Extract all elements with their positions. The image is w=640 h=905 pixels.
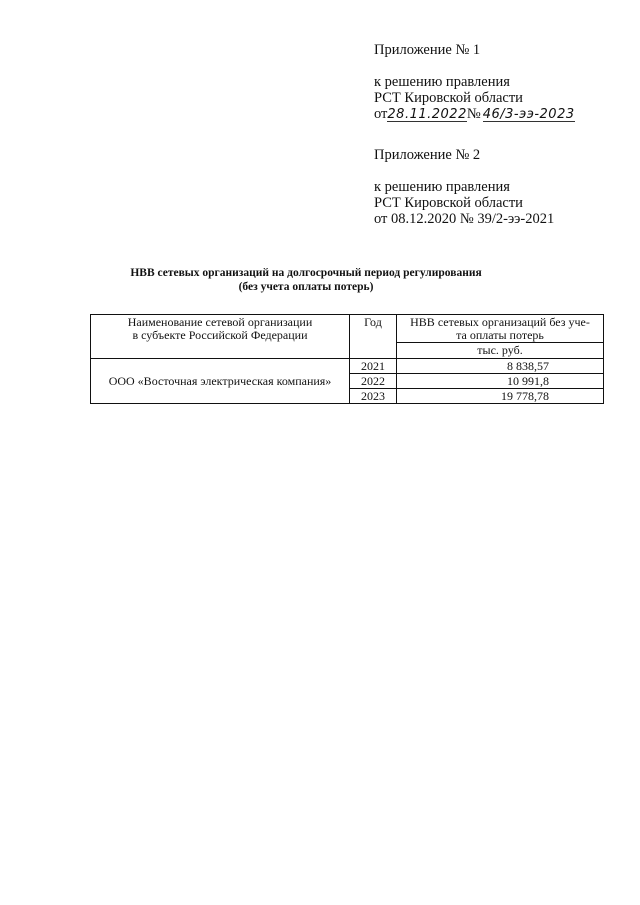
header-organization-line2: в субъекте Российской Федерации: [132, 328, 308, 342]
value-cell: 19 778,78: [397, 389, 604, 404]
value-cell: 10 991,8: [397, 374, 604, 389]
attachment-2-line3: от 08.12.2020 № 39/2-ээ-2021: [374, 211, 555, 227]
header-organization: [91, 315, 350, 359]
attachment-2-line2: РСТ Кировской области: [374, 195, 523, 211]
year-cell: 2021: [350, 359, 397, 374]
attachment-2-title: Приложение № 2: [374, 147, 481, 163]
table-row: [91, 359, 604, 374]
header-nvv: [397, 315, 604, 343]
page-title: [90, 266, 522, 294]
year-cell: 2022: [350, 374, 397, 389]
number-sign: №: [466, 106, 481, 122]
attachment-1-line2: РСТ Кировской области: [374, 90, 523, 106]
attachment-1-block: [374, 42, 575, 122]
header-year: Год: [350, 315, 397, 359]
year-cell: 2023: [350, 389, 397, 404]
attachment-1-date-line: [374, 106, 575, 122]
header-unit: тыс. руб.: [397, 343, 604, 359]
handwritten-number: 46/3-ээ-2023: [482, 107, 575, 122]
from-prefix: от: [374, 106, 388, 122]
header-organization-line1: Наименование сетевой организации: [127, 315, 313, 329]
header-nvv-line2: та оплаты потерь: [456, 328, 544, 342]
attachment-1-line1: к решению правления: [374, 74, 510, 90]
title-line1: НВВ сетевых организаций на долгосрочный период регулирования: [130, 267, 482, 279]
value-cell: 8 838,57: [397, 359, 604, 374]
table-header-row: [91, 315, 604, 343]
attachment-1-title: Приложение № 1: [374, 42, 481, 58]
header-nvv-line1: НВВ сетевых организаций без уче-: [410, 315, 590, 329]
attachment-2-block: [374, 147, 554, 227]
attachment-2-line1: к решению правления: [374, 179, 510, 195]
handwritten-date: 28.11.2022: [387, 107, 467, 122]
title-line2: (без учета оплаты потерь): [238, 281, 374, 293]
organization-cell: ООО «Восточная электрическая компания»: [91, 359, 350, 404]
nvv-table: [90, 314, 604, 404]
